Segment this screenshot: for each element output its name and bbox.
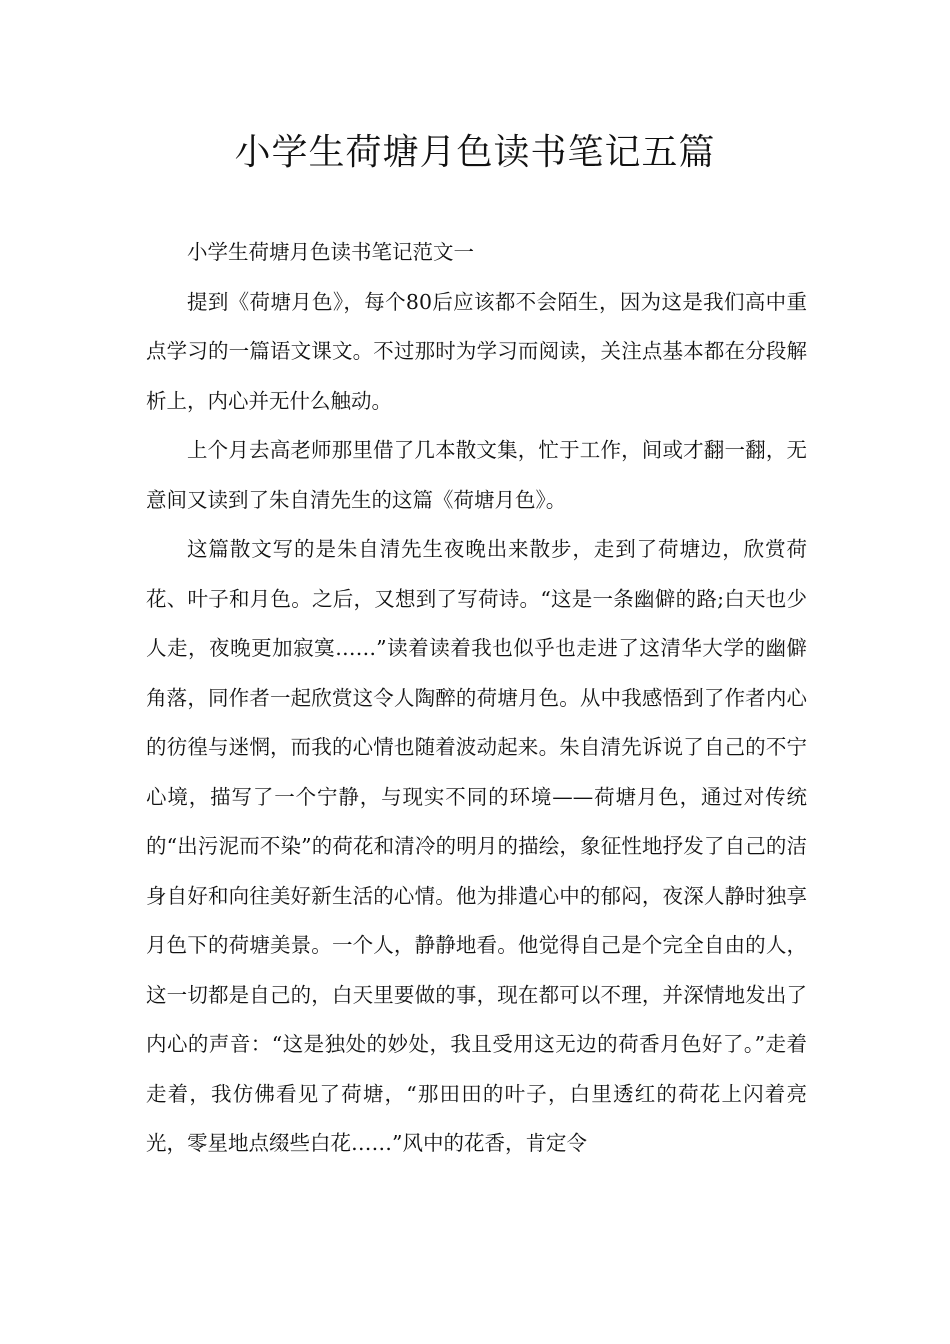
document-body [146,228,807,1169]
paragraph: 提到《荷塘月色》，每个80后应该都不会陌生，因为这是我们高中重点学习的一篇语文课文。不过那时为学习而阅读，关注点基本都在分段解析上，内心并无什么触动。 [146,289,807,413]
paragraph: 上个月去高老师那里借了几本散文集，忙于工作，间或才翻一翻，无意间又读到了朱自清先生的这篇《荷塘月色》。 [146,438,807,512]
paragraph-subheading: 小学生荷塘月色读书笔记范文一 [187,240,474,264]
paragraph: 这篇散文写的是朱自清先生夜晚出来散步，走到了荷塘边，欣赏荷花、叶子和月色。之后，又想到了写荷诗。“这是一条幽僻的路;白天也少人走，夜晚更加寂寞……”读着读着我也似乎也走进了这清华大学的幽僻角落，同作者一起欣赏这令人陶醉的荷塘月色。从中我感悟到了作者内心的彷徨与迷惘，而我的心情也随着波动起来。朱自清先诉说了自己的不宁心境，描写了一个宁静，与现实不同的环境——荷塘月色，通过对传统的“出污泥而不染”的荷花和清冷的明月的描绘，象征性地抒发了自己的洁身自好和向往美好新生活的心情。他为排遣心中的郁闷，夜深人静时独享月色下的荷塘美景。一个人，静静地看。他觉得自己是个完全自由的人，这一切都是自己的，白天里要做的事，现在都可以不理，并深情地发出了内心的声音：“这是独处的妙处，我且受用这无边的荷香月色好了。”走着走着，我仿佛看见了荷塘，“那田田的叶子，白里透红的荷花上闪着亮光，零星地点缀些白花……”风中的花香，肯定令 [146,537,807,1155]
document-title: 小学生荷塘月色读书笔记五篇 [234,132,716,173]
